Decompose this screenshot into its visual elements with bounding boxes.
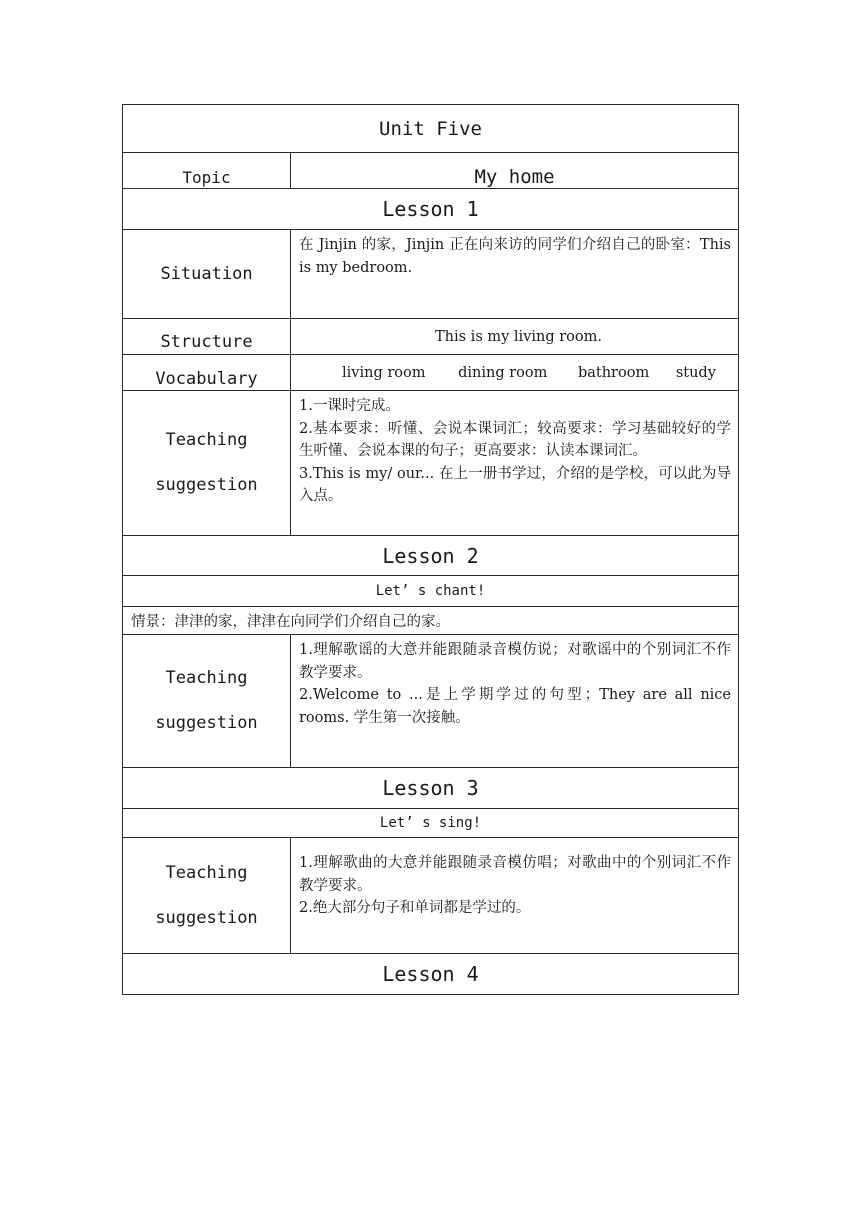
lesson1-suggestion-label [123, 391, 291, 536]
suggestion-label: suggestion [155, 475, 258, 495]
lesson2-header-row [123, 536, 739, 576]
lesson3-suggestions [291, 838, 739, 954]
topic-row [123, 153, 739, 189]
lesson2-title: Lesson 2 [123, 536, 739, 576]
lesson1-header-row [123, 189, 739, 230]
lesson3-suggestion-label [123, 838, 291, 954]
topic-label: Topic [123, 153, 291, 189]
structure-row [123, 319, 739, 355]
situation-label: Situation [123, 230, 291, 319]
suggestion-item: 3.This is my/ our... 在上一册书学过，介绍的是学校，可以此为导入点。 [299, 465, 731, 504]
vocabulary-item: living room [342, 364, 426, 381]
suggestion-item: 2.绝大部分句子和单词都是学过的。 [299, 900, 531, 916]
vocabulary-row [123, 355, 739, 391]
vocabulary-item: study [675, 364, 716, 381]
lesson3-subtitle-row [123, 809, 739, 838]
lesson3-header-row [123, 768, 739, 809]
unit-row [123, 105, 739, 153]
lesson2-scene: 情景：津津的家，津津在向同学们介绍自己的家。 [123, 607, 739, 635]
lesson2-suggestions [291, 635, 739, 768]
lesson1-suggestion-row [123, 391, 739, 536]
suggestion-item: 2.Welcome to ...是上学期学过的句型；They are all nice rooms. 学生第一次接触。 [299, 687, 731, 726]
vocabulary-label: Vocabulary [123, 355, 291, 391]
teaching-label: Teaching [165, 862, 248, 883]
teaching-label: Teaching [165, 668, 248, 688]
teaching-label: Teaching [165, 430, 248, 450]
lesson-plan-table [122, 104, 739, 995]
situation-row [123, 230, 739, 319]
lesson2-subtitle-row [123, 576, 739, 607]
lesson1-suggestions [291, 391, 739, 536]
vocabulary-list [291, 355, 739, 391]
lesson1-title: Lesson 1 [123, 189, 739, 230]
suggestion-item: 1.理解歌谣的大意并能跟随录音模仿说；对歌谣中的个别词汇不作教学要求。 [299, 642, 731, 681]
topic-value: My home [291, 153, 739, 189]
structure-text: This is my living room. [291, 319, 739, 355]
suggestion-item: 2.基本要求：听懂、会说本课词汇；较高要求：学习基础较好的学生听懂、会说本课的句子；更高要求：认读本课词汇。 [299, 420, 731, 459]
lesson3-suggestion-row [123, 838, 739, 954]
suggestion-item: 1.一课时完成。 [299, 398, 400, 414]
lesson2-subtitle: Let’ s chant! [123, 576, 739, 607]
structure-label: Structure [123, 319, 291, 355]
lesson4-title: Lesson 4 [123, 954, 739, 995]
lesson4-header-row [123, 954, 739, 995]
suggestion-label: suggestion [155, 713, 258, 733]
vocabulary-item: bathroom [577, 364, 650, 381]
lesson2-scene-row [123, 607, 739, 635]
vocabulary-item: dining room [458, 364, 548, 381]
suggestion-item: 1.理解歌曲的大意并能跟随录音模仿唱；对歌曲中的个别词汇不作教学要求。 [299, 855, 731, 894]
suggestion-label: suggestion [155, 907, 258, 928]
lesson2-suggestion-row [123, 635, 739, 768]
lesson3-title: Lesson 3 [123, 768, 739, 809]
situation-text: 在 Jinjin 的家，Jinjin 正在向来访的同学们介绍自己的卧室：This is my bedroom. [291, 230, 739, 319]
lesson2-suggestion-label [123, 635, 291, 768]
lesson3-subtitle: Let’ s sing! [123, 809, 739, 838]
unit-title: Unit Five [123, 105, 739, 153]
